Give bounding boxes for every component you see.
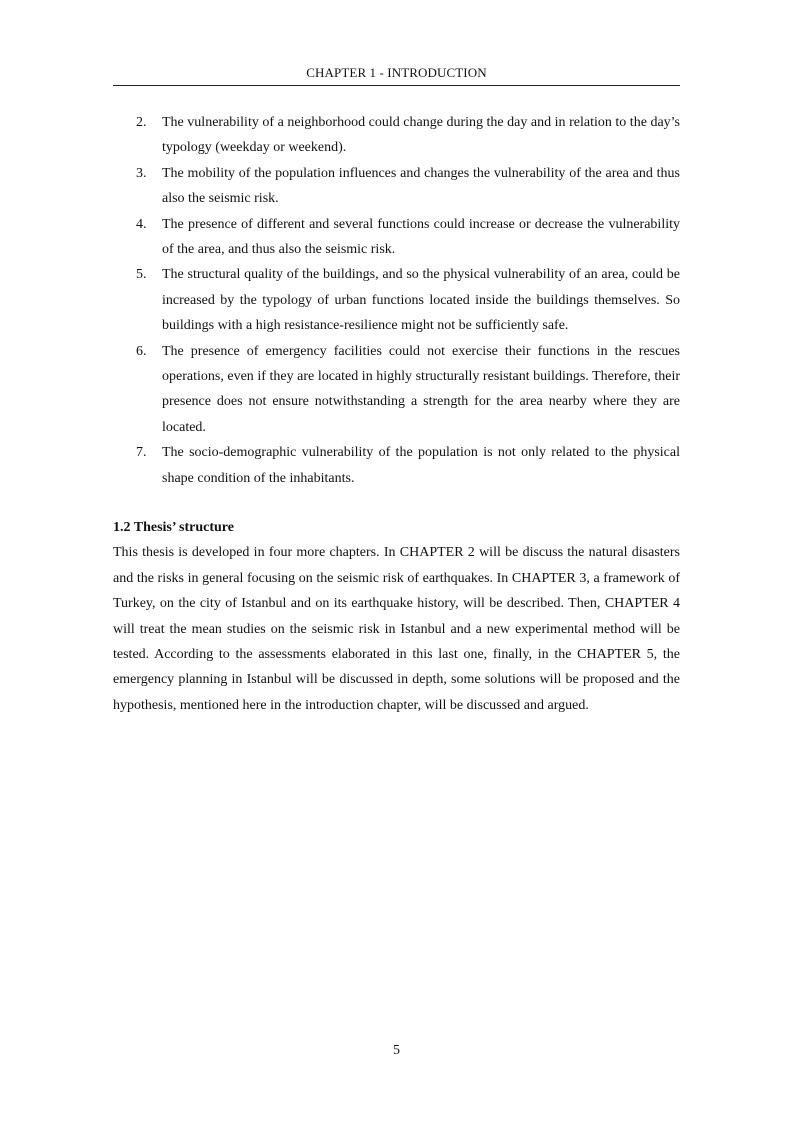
list-item-number: 7. xyxy=(136,445,147,461)
list-item xyxy=(113,161,680,212)
list-item-text: The structural quality of the buildings, and so the physical vulnerability of an area, could be increased by the typology of urban functions located inside the buildings themselves. So buildings with a high resistance-resilience might not be sufficiently safe. xyxy=(162,267,680,334)
thesis-structure-section xyxy=(113,515,680,718)
section-paragraph: This thesis is developed in four more chapters. In CHAPTER 2 will be discuss the natural disasters and the risks in general focusing on the seismic risk of earthquakes. In CHAPTER 3, a framework of Turkey, on the city of Istanbul and on its earthquake history, will be described. Then, CHAPTER 4 will treat the mean studies on the seismic risk in Istanbul and a new experimental method will be tested. According to the assessments elaborated in this last one, finally, in the CHAPTER 5, the emergency planning in Istanbul will be discussed in depth, some solutions will be proposed and the hypothesis, mentioned here in the introduction chapter, will be discussed and argued. xyxy=(113,545,680,713)
list-item xyxy=(113,440,680,491)
list-item-number: 6. xyxy=(136,343,147,359)
list-item-number: 4. xyxy=(136,216,147,232)
section-heading: 1.2 Thesis’ structure xyxy=(113,520,234,535)
list-item-text: The mobility of the population influences and changes the vulnerability of the area and thus also the seismic risk. xyxy=(162,165,680,207)
list-item xyxy=(113,262,680,338)
list-item xyxy=(113,212,680,263)
list-item-text: The socio-demographic vulnerability of the population is not only related to the physical shape condition of the inhabitants. xyxy=(162,445,680,486)
list-item-number: 2. xyxy=(136,115,147,130)
page-number: 5 xyxy=(393,1043,400,1058)
list-item-number: 3. xyxy=(136,165,147,181)
list-item xyxy=(113,339,680,441)
list-item-number: 5. xyxy=(136,267,147,283)
list-item-text: The presence of emergency facilities could not exercise their functions in the rescues operations, even if they are located in highly structurally resistant buildings. Therefore, their presence does not ensure notwithstanding a strength for the area nearby where they are located. xyxy=(162,343,680,435)
numbered-list xyxy=(113,110,680,491)
header-rule xyxy=(113,85,680,86)
running-header: CHAPTER 1 - INTRODUCTION xyxy=(306,65,487,80)
list-item-text: The presence of different and several functions could increase or decrease the vulnerability of the area, and thus also the seismic risk. xyxy=(162,216,680,258)
list-item-text: The vulnerability of a neighborhood could change during the day and in relation to the day’s typology (weekday or weekend). xyxy=(162,115,680,156)
list-item xyxy=(113,110,680,161)
